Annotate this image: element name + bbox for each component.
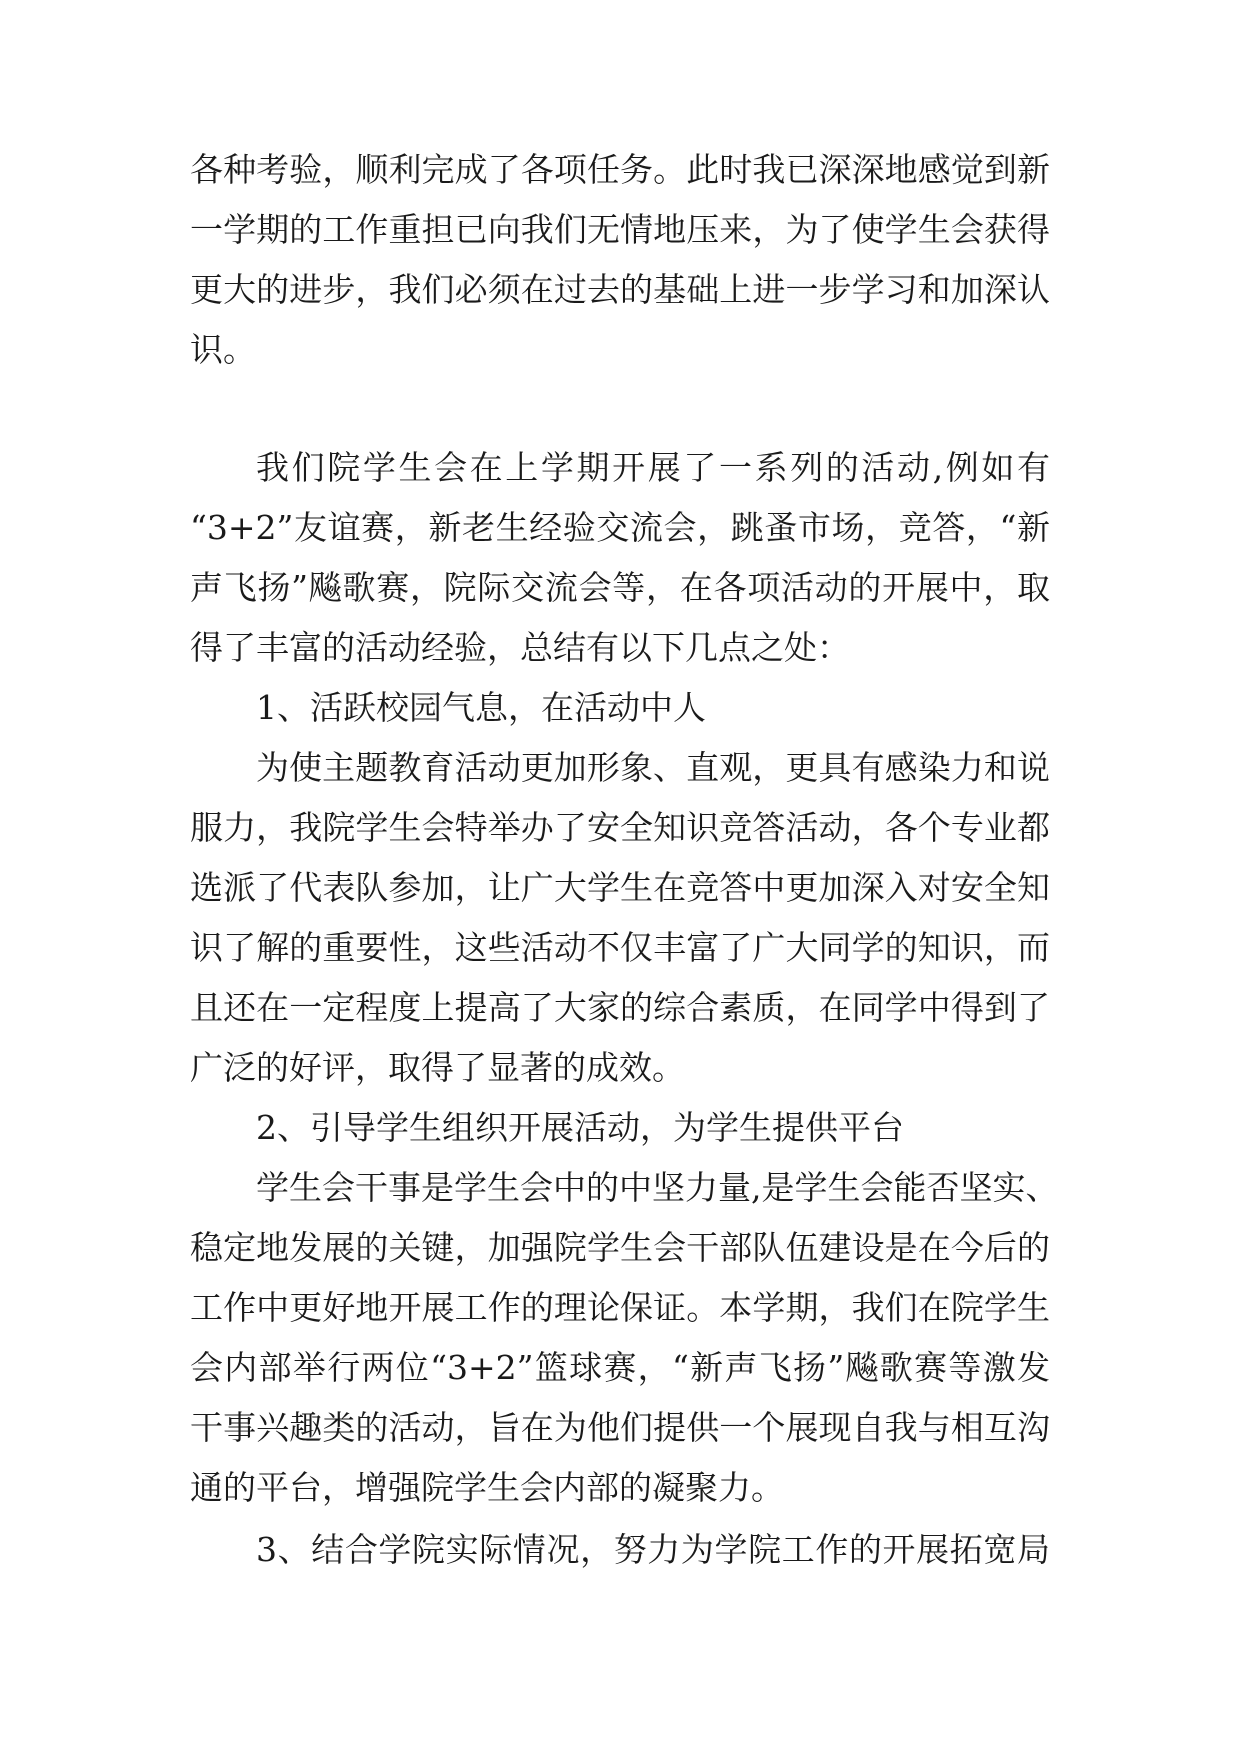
- text-line: 稳定地发展的关键，加强院学生会干部队伍建设是在今后的: [190, 1228, 1050, 1267]
- text-line: 广泛的好评，取得了显著的成效。: [190, 1048, 685, 1087]
- text-line: 且还在一定程度上提高了大家的综合素质，在同学中得到了: [190, 988, 1050, 1027]
- text-line: 识了解的重要性，这些活动不仅丰富了广大同学的知识，而: [190, 928, 1050, 967]
- text-line: “3+2”友谊赛，新老生经验交流会，跳蚤市场，竞答，“新: [190, 508, 1050, 547]
- section-heading: 2、引导学生组织开展活动，为学生提供平台: [256, 1108, 904, 1147]
- text-line: 我们院学生会在上学期开展了一系列的活动,例如有: [256, 448, 1050, 487]
- text-line: 声飞扬”飚歌赛，院际交流会等，在各项活动的开展中，取: [190, 568, 1050, 607]
- text-line: 干事兴趣类的活动，旨在为他们提供一个展现自我与相互沟: [190, 1408, 1050, 1447]
- text-line: 为使主题教育活动更加形象、直观，更具有感染力和说: [256, 748, 1050, 787]
- section-heading: 3、结合学院实际情况，努力为学院工作的开展拓宽局: [256, 1530, 1050, 1569]
- text-line: 得了丰富的活动经验，总结有以下几点之处：: [190, 628, 850, 667]
- section-heading: 1、活跃校园气息，在活动中人: [256, 688, 706, 727]
- text-line: 会内部举行两位“3+2”篮球赛，“新声飞扬”飚歌赛等激发: [190, 1348, 1050, 1387]
- text-line: 工作中更好地开展工作的理论保证。本学期，我们在院学生: [190, 1288, 1050, 1327]
- text-line: 各种考验，顺利完成了各项任务。此时我已深深地感觉到新: [190, 150, 1050, 189]
- text-line: 识。: [190, 330, 256, 369]
- text-line: 更大的进步，我们必须在过去的基础上进一步学习和加深认: [190, 270, 1050, 309]
- text-line: 通的平台，增强院学生会内部的凝聚力。: [190, 1468, 784, 1507]
- text-line: 一学期的工作重担已向我们无情地压来，为了使学生会获得: [190, 210, 1050, 249]
- text-line: 选派了代表队参加，让广大学生在竞答中更加深入对安全知: [190, 868, 1050, 907]
- text-line: 学生会干事是学生会中的中坚力量,是学生会能否坚实、: [256, 1168, 1059, 1207]
- text-line: 服力，我院学生会特举办了安全知识竞答活动，各个专业都: [190, 808, 1050, 847]
